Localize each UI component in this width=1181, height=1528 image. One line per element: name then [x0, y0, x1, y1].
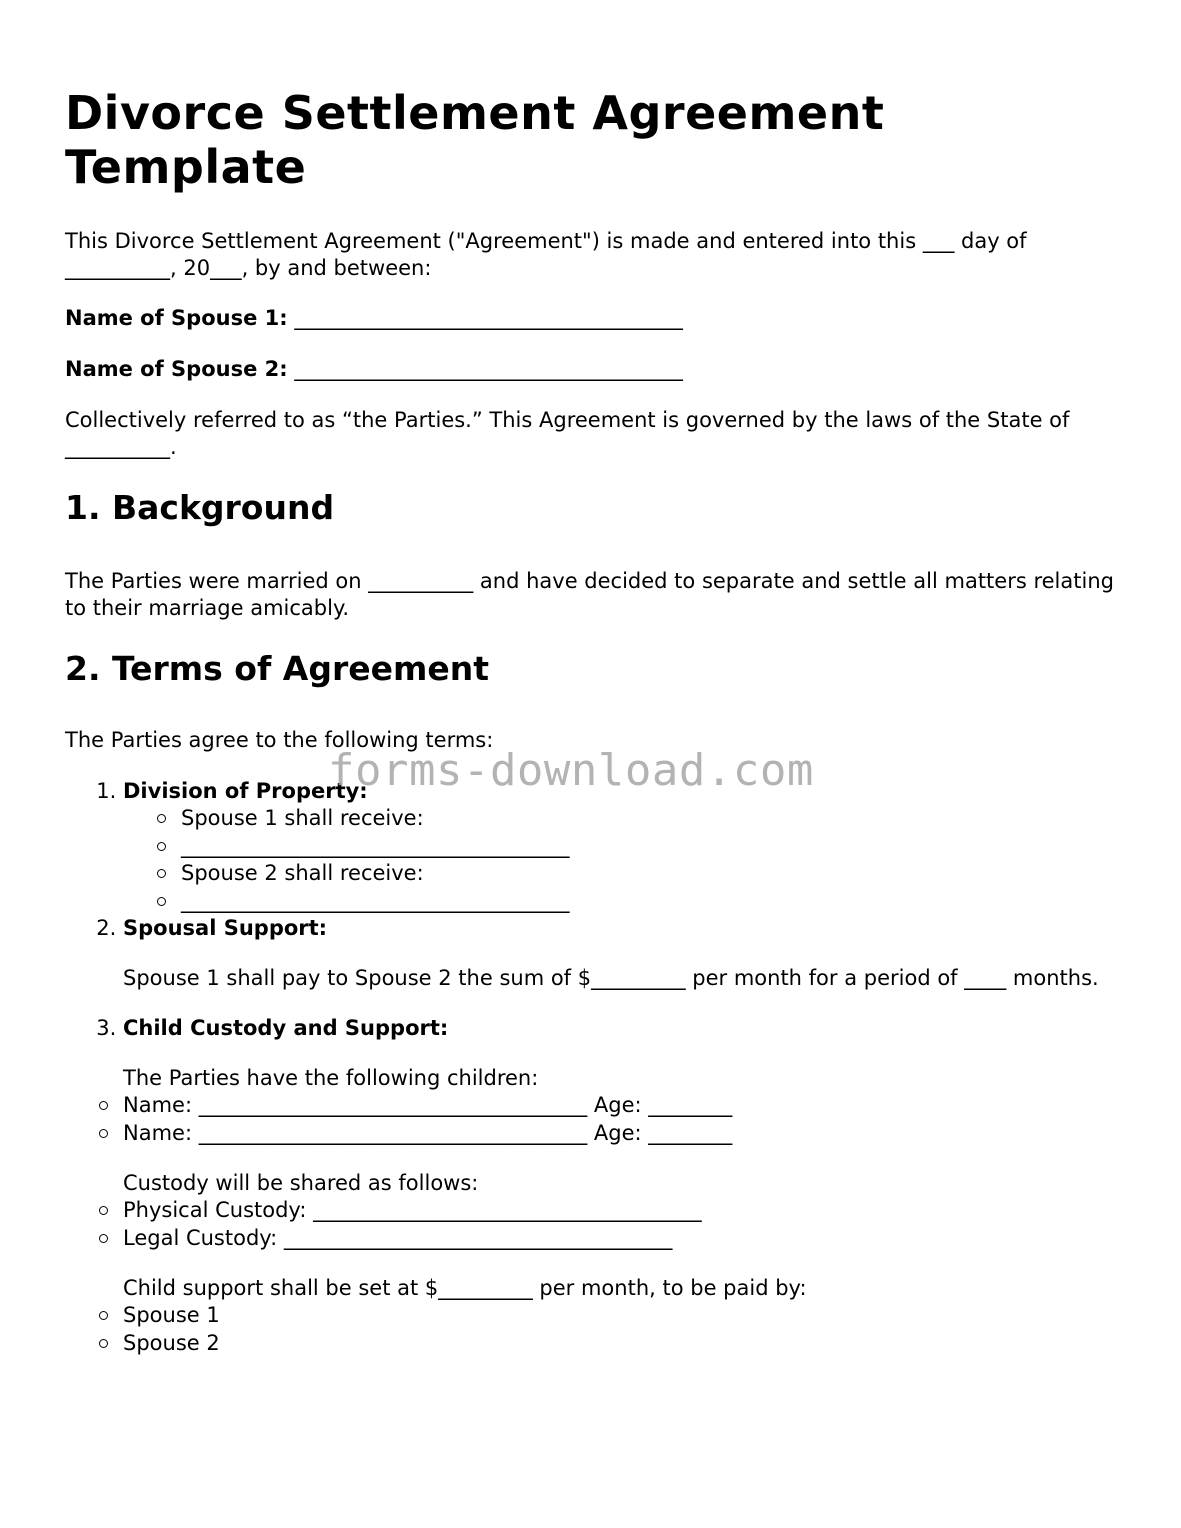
section-terms-heading: 2. Terms of Agreement: [65, 649, 490, 688]
terms-intro: The Parties agree to the following terms:: [65, 728, 494, 752]
custody-heading: Child Custody and Support:: [123, 1016, 449, 1040]
term-child-custody: [123, 1015, 1115, 1357]
collective-paragraph: Collectively referred to as “the Parties.” This Agreement is governed by the laws of the State of __________.: [65, 408, 1070, 459]
list-item[interactable]: Name: _____________________________________ Age: ________: [123, 1092, 1115, 1120]
intro-paragraph: This Divorce Settlement Agreement ("Agreement") is made and entered into this ___ day of __________, 20___, by and between:: [65, 229, 1027, 280]
support-paragraph: Spouse 1 shall pay to Spouse 2 the sum of $_________ per month for a period of ____ months.: [123, 966, 1099, 990]
list-item[interactable]: Physical Custody: _____________________________________: [123, 1197, 1115, 1225]
list-item[interactable]: Spouse 1: [123, 1302, 1115, 1330]
list-item[interactable]: _____________________________________: [181, 833, 1115, 861]
spouse-1-line: [65, 305, 1115, 332]
list-item: Spouse 1 shall receive:: [181, 805, 1115, 833]
terms-list: [65, 778, 1115, 1357]
spouse-2-label: Name of Spouse 2:: [65, 357, 288, 381]
watermark: forms-download.com: [328, 745, 814, 796]
property-list: [123, 805, 1115, 915]
custody-list: [65, 1197, 1115, 1252]
spouse-1-label: Name of Spouse 1:: [65, 306, 288, 330]
background-paragraph: The Parties were married on __________ and have decided to separate and settle all matters relating to their marriage amicably.: [65, 569, 1114, 620]
children-intro: The Parties have the following children:: [123, 1066, 539, 1090]
child-support-paragraph: Child support shall be set at $_________ per month, to be paid by:: [123, 1276, 807, 1300]
section-background-heading: 1. Background: [65, 488, 335, 527]
term-division-of-property: [123, 778, 1115, 915]
children-list: [65, 1092, 1115, 1147]
list-item[interactable]: Legal Custody: _____________________________________: [123, 1225, 1115, 1253]
list-item[interactable]: Spouse 2: [123, 1330, 1115, 1358]
support-heading: Spousal Support:: [123, 916, 328, 940]
list-item[interactable]: Name: _____________________________________ Age: ________: [123, 1120, 1115, 1148]
custody-intro: Custody will be shared as follows:: [123, 1171, 479, 1195]
document-title: Divorce Settlement Agreement Template: [65, 86, 885, 194]
spouse-2-line: [65, 356, 1115, 383]
list-item[interactable]: _____________________________________: [181, 888, 1115, 916]
document-page: [65, 86, 1115, 1357]
payer-list: [65, 1302, 1115, 1357]
property-heading: Division of Property:: [123, 779, 368, 803]
term-spousal-support: [123, 915, 1115, 992]
list-item: Spouse 2 shall receive:: [181, 860, 1115, 888]
spouse-2-blank[interactable]: _____________________________________: [287, 357, 683, 381]
spouse-1-blank[interactable]: _____________________________________: [287, 306, 683, 330]
